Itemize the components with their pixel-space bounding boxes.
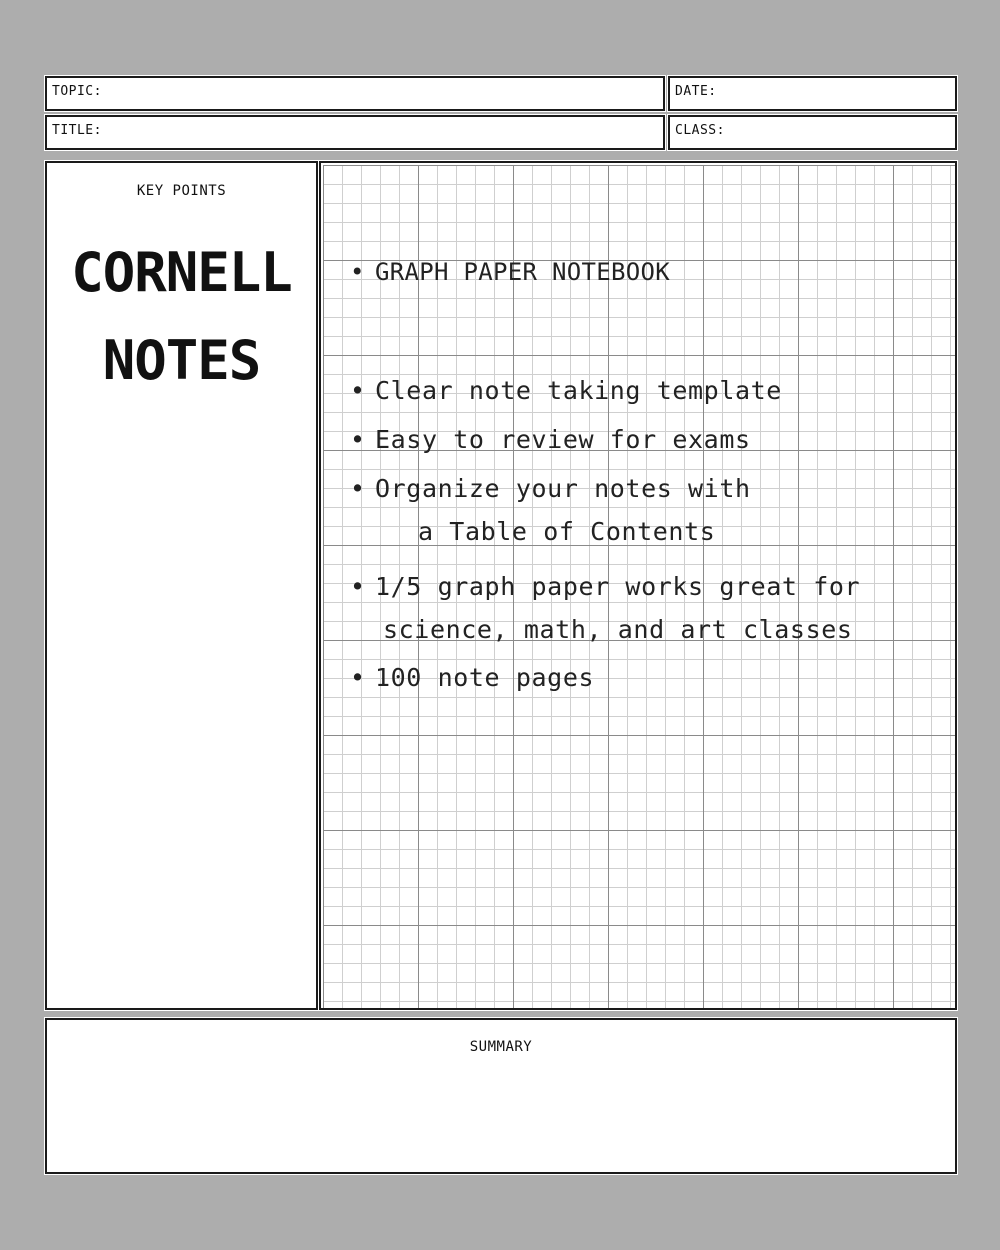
feature-bullet-graph-ratio — [350, 572, 860, 601]
feature-text: Organize your notes with — [375, 474, 751, 503]
bullet-icon: • — [350, 474, 366, 503]
bullet-icon: • — [350, 663, 366, 692]
bullet-icon: • — [350, 572, 366, 601]
notes-area — [319, 161, 957, 1010]
feature-bullet-review — [350, 425, 751, 454]
bullet-icon: • — [350, 258, 365, 286]
feature-text: science, math, and art classes — [383, 615, 853, 644]
feature-text: a Table of Contents — [418, 517, 716, 546]
title-field[interactable] — [45, 115, 665, 150]
summary-label: SUMMARY — [469, 1039, 533, 1055]
feature-bullet-template — [350, 376, 782, 405]
feature-bullet-organize-continued — [418, 517, 715, 546]
bullet-icon: • — [350, 376, 366, 405]
cover-title — [47, 229, 316, 405]
feature-text: Easy to review for exams — [375, 425, 751, 454]
feature-text: Clear note taking template — [375, 376, 782, 405]
date-label: DATE: — [675, 84, 717, 99]
feature-text: 1/5 graph paper works great for — [375, 572, 861, 601]
key-points-column — [45, 161, 318, 1010]
feature-bullet-graph-ratio-continued — [383, 615, 853, 644]
key-points-label: KEY POINTS — [136, 183, 227, 199]
topic-label: TOPIC: — [52, 84, 102, 99]
feature-bullet-pages — [350, 663, 594, 692]
class-field[interactable] — [668, 115, 957, 150]
cover-title-line-1: CORNELL — [71, 241, 292, 304]
class-label: CLASS: — [675, 123, 725, 138]
summary-box — [45, 1018, 957, 1174]
cover-title-line-2: NOTES — [102, 329, 261, 392]
date-field[interactable] — [668, 76, 957, 111]
feature-bullet-organize — [350, 474, 751, 503]
bullet-icon: • — [350, 425, 366, 454]
topic-field[interactable] — [45, 76, 665, 111]
feature-text: 100 note pages — [375, 663, 595, 692]
title-label: TITLE: — [52, 123, 102, 138]
feature-bullet-graph-paper — [350, 258, 670, 286]
feature-text: GRAPH PAPER NOTEBOOK — [375, 258, 670, 286]
